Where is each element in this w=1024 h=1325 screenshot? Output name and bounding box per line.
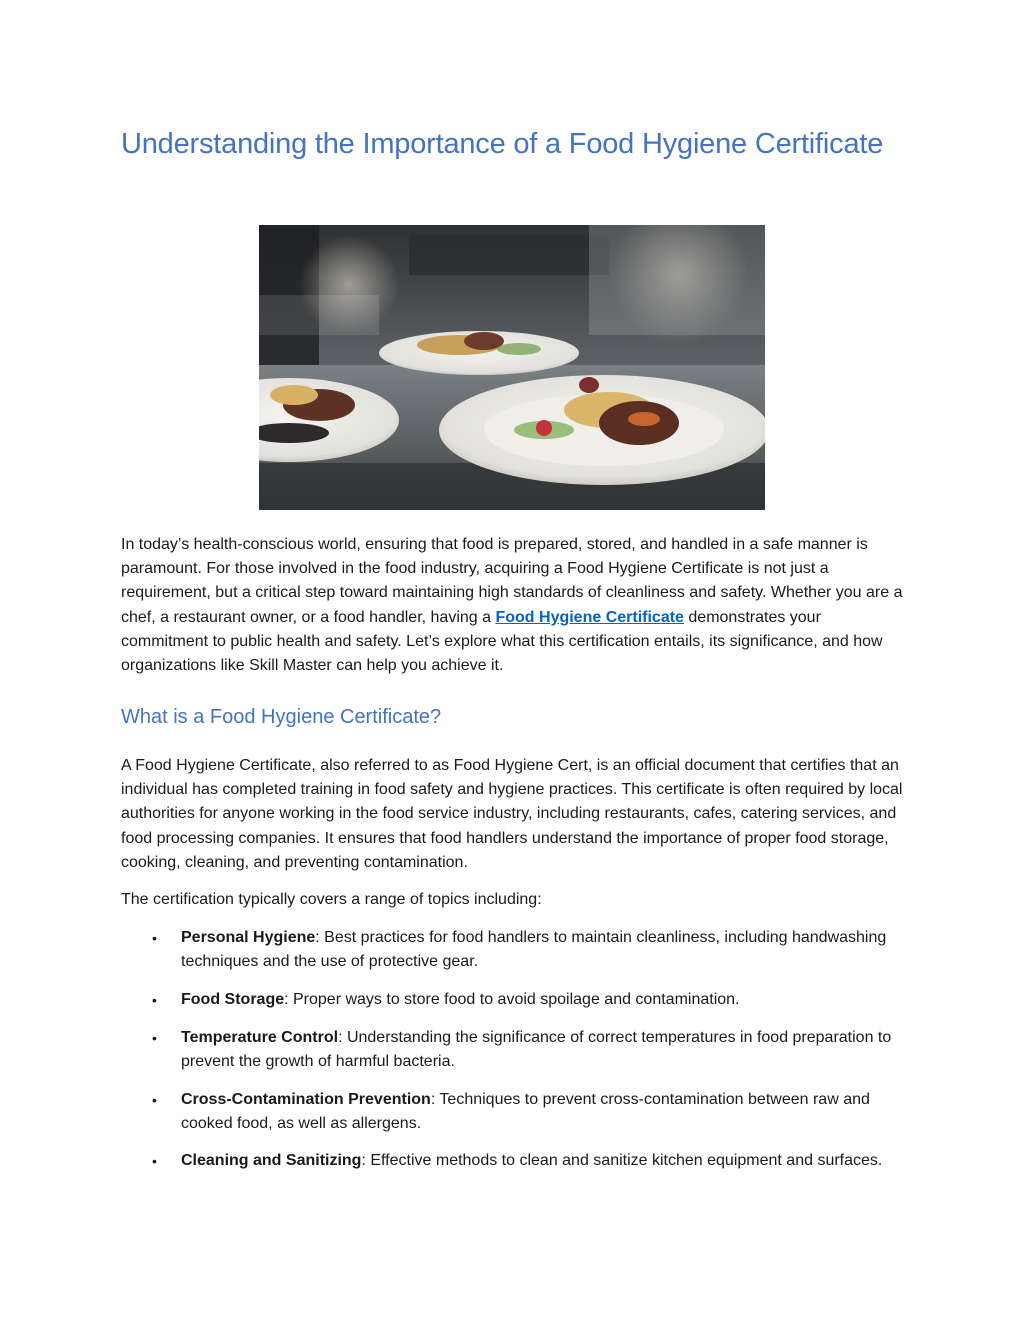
list-item [121, 988, 911, 1012]
topic-term: Personal Hygiene [181, 929, 316, 946]
food-hygiene-certificate-link[interactable]: Food Hygiene Certificate [495, 608, 684, 626]
topic-term: Temperature Control [181, 1028, 339, 1046]
page-title: Understanding the Importance of a Food Hygiene Certificate [121, 128, 884, 160]
intro-text-end: demonstrates your commitment to public health and safety. Let’s explore what this certification entails, its significance, and how organizations like Skill Master can help you achieve it. [121, 608, 883, 675]
topics-intro-paragraph: The certification typically covers a range of topics including: [121, 891, 542, 908]
topic-term: Cleaning and Sanitizing [181, 1152, 362, 1170]
topic-description: : Best practices for food handlers to maintain cleanliness, including handwashing techniques and the use of protective gear. [181, 929, 887, 971]
bullet-icon: • [152, 930, 157, 946]
list-item [121, 1026, 911, 1074]
bullet-icon: • [152, 1091, 157, 1108]
topic-term: Cross-Contamination Prevention [181, 1090, 431, 1108]
plated-food-photo [259, 225, 765, 510]
topics-list [121, 926, 911, 1187]
section-heading: What is a Food Hygiene Certificate? [121, 706, 442, 728]
list-item [121, 926, 911, 974]
topic-description: : Techniques to prevent cross-contamination between raw and cooked food, as well as allergens. [181, 1090, 870, 1132]
intro-text-start: In today’s health-conscious world, ensuring that food is prepared, stored, and handled in a safe manner is paramount. For those involved in the food industry, acquiring a Food Hygiene Certificate is not just a requirement, but a critical step toward maintaining high standards of cleanliness and safety. Whether you are a chef, a restaurant owner, or a food handler, having a [121, 536, 903, 626]
document-page [121, 124, 907, 164]
definition-paragraph: A Food Hygiene Certificate, also referred to as Food Hygiene Cert, is an official document that certifies that an individual has completed training in food safety and hygiene practices. This certificate is often required by local authorities for anyone working in the food service industry, including restaurants, cafes, catering services, and food processing companies. It ensures that food handlers understand the importance of proper food storage, cooking, cleaning, and preventing contamination. [121, 757, 903, 871]
bullet-icon: • [152, 1153, 157, 1170]
topic-description: : Understanding the significance of correct temperatures in food preparation to prevent the growth of harmful bacteria. [181, 1028, 892, 1070]
topic-description: : Proper ways to store food to avoid spoilage and contamination. [284, 990, 740, 1008]
topic-term: Food Storage [181, 990, 285, 1008]
list-item [121, 1149, 911, 1173]
intro-paragraph [121, 533, 911, 678]
bullet-icon: • [152, 1029, 157, 1046]
list-item [121, 1088, 911, 1136]
topic-description: : Effective methods to clean and sanitize kitchen equipment and surfaces. [361, 1152, 883, 1170]
bullet-icon: • [152, 991, 157, 1008]
